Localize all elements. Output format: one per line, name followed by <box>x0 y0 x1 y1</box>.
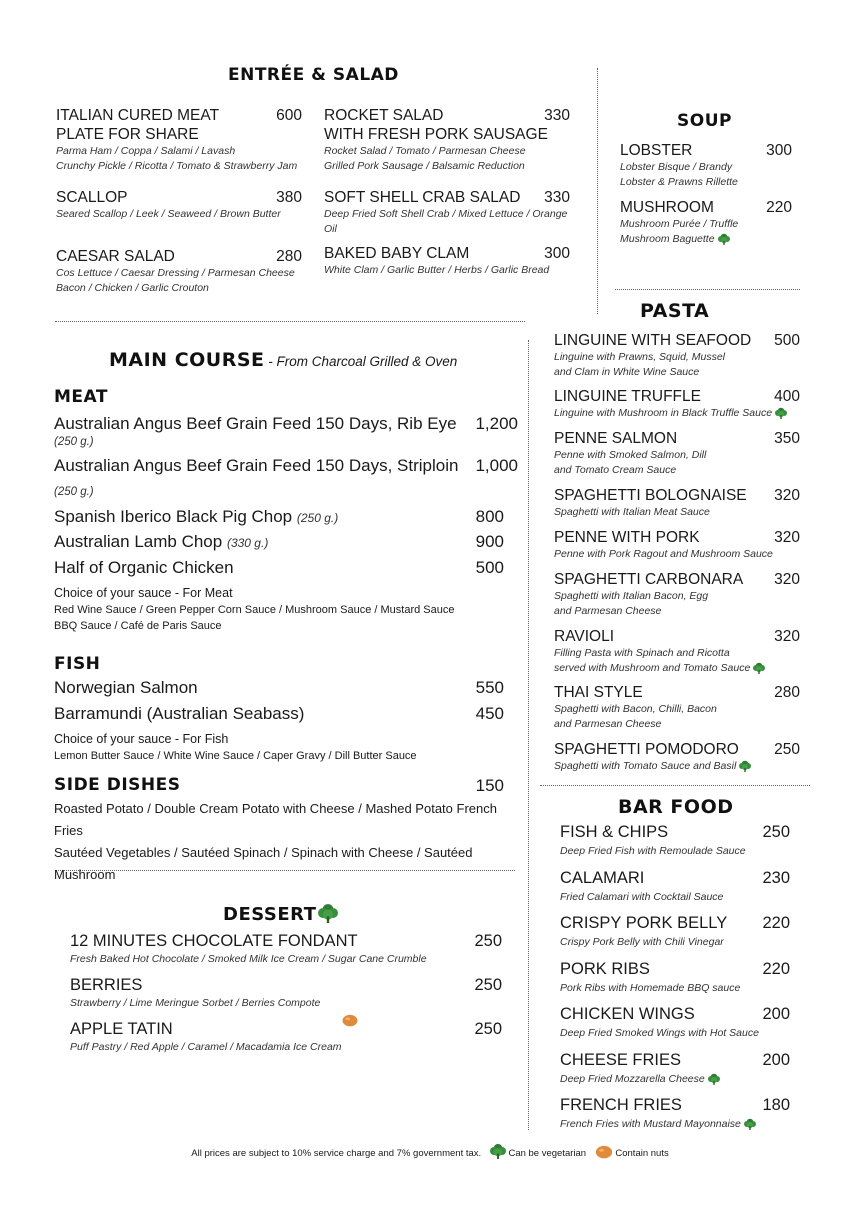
meat-title: MEAT <box>54 387 108 407</box>
item-price: 320 <box>774 571 800 588</box>
item-name: LOBSTER <box>620 142 693 159</box>
item-price: 320 <box>774 529 800 546</box>
soup-item <box>620 198 792 247</box>
item-price: 250 <box>762 823 790 841</box>
meat-sauce-options-line2: BBQ Sauce / Café de Paris Sauce <box>54 620 222 632</box>
item-price: 350 <box>774 430 800 447</box>
item-description: Spaghetti with Bacon, Chilli, Bacon <box>554 703 717 715</box>
item-description: Deep Fried Fish with Remoulade Sauce <box>560 845 746 857</box>
bar-food-item <box>560 1004 790 1041</box>
item-description-line2: Bacon / Chicken / Garlic Crouton <box>56 282 209 294</box>
item-price: 250 <box>474 976 502 994</box>
item-description: Linguine with Prawns, Squid, Mussel <box>554 351 726 363</box>
fish-sauce-options: Lemon Butter Sauce / White Wine Sauce / Caper Gravy / Dill Butter Sauce <box>54 750 417 762</box>
item-weight: (330 g.) <box>226 536 269 550</box>
bar-food-item <box>560 868 790 905</box>
item-name: CHICKEN WINGS <box>560 1005 695 1023</box>
vegetarian-icon <box>739 760 751 772</box>
side-dishes-block <box>54 775 518 886</box>
item-name: APPLE TATIN <box>70 1020 173 1038</box>
side-dishes-options: Roasted Potato / Double Cream Potato with Cheese / Mashed Potato French Fries <box>54 801 497 838</box>
pasta-item <box>554 429 800 478</box>
meat-sauce-block <box>54 585 518 634</box>
pasta-item <box>554 683 800 732</box>
item-description: Deep Fried Smoked Wings with Hot Sauce <box>560 1027 759 1039</box>
pasta-item <box>554 528 800 562</box>
entree-item <box>324 244 570 278</box>
footer <box>0 1143 860 1159</box>
item-price: 800 <box>475 507 504 526</box>
pasta-item <box>554 387 800 421</box>
meat-sauce-title: Choice of your sauce - For Meat <box>54 586 233 600</box>
item-description-line2: and Tomato Cream Sauce <box>554 464 677 476</box>
item-price: 500 <box>475 558 504 577</box>
item-name: CRISPY PORK BELLY <box>560 914 728 932</box>
item-name: PENNE SALMON <box>554 430 678 447</box>
vegetarian-icon <box>318 903 338 923</box>
item-description-line2: Grilled Pork Sausage / Balsamic Reduction <box>324 160 525 172</box>
item-price: 250 <box>474 1020 502 1038</box>
dessert-title: DESSERT <box>223 904 317 925</box>
fish-sauce-title: Choice of your sauce - For Fish <box>54 732 229 746</box>
bar-food-item <box>560 822 790 859</box>
item-price: 200 <box>762 1005 790 1023</box>
item-price: 1,200 <box>475 414 518 433</box>
item-description: Fried Calamari with Cocktail Sauce <box>560 890 724 903</box>
item-name: SPAGHETTI POMODORO <box>554 741 739 758</box>
item-description: Parma Ham / Coppa / Salami / Lavash <box>56 145 236 157</box>
item-name-line2: WITH FRESH PORK SAUSAGE <box>324 126 548 143</box>
bar-food-title: BAR FOOD <box>618 796 734 818</box>
item-name: Barramundi (Australian Seabass) <box>54 704 305 723</box>
item-description: Deep Fried Soft Shell Crab / Mixed Lettuce / Orange Oil <box>324 208 568 235</box>
entree-item <box>56 106 302 174</box>
footer-note: All prices are subject to 10% service charge and 7% government tax. <box>191 1148 482 1159</box>
item-description-line2: and Parmesan Cheese <box>554 718 662 730</box>
fish-sauce-block <box>54 731 518 764</box>
pasta-item <box>554 331 800 380</box>
item-name: Half of Organic Chicken <box>54 558 234 577</box>
item-price: 200 <box>762 1050 790 1069</box>
bar-food-item <box>560 913 790 950</box>
item-name: LINGUINE TRUFFLE <box>554 388 701 405</box>
side-dishes-title: SIDE DISHES <box>54 775 181 795</box>
fish-item <box>54 677 518 699</box>
item-description: Spaghetti with Italian Meat Sauce <box>554 506 710 518</box>
item-description: Lobster Bisque / Brandy <box>620 161 733 173</box>
item-price: 600 <box>276 107 302 124</box>
meat-item <box>54 557 518 579</box>
item-name: SOFT SHELL CRAB SALAD <box>324 189 521 206</box>
main-course-title: MAIN COURSE <box>109 349 265 371</box>
item-name: BERRIES <box>70 976 143 994</box>
item-price: 450 <box>475 704 504 723</box>
item-price: 500 <box>774 332 800 349</box>
item-name: SCALLOP <box>56 189 128 206</box>
item-name: THAI STYLE <box>554 684 643 701</box>
item-name: SPAGHETTI CARBONARA <box>554 571 744 588</box>
divider-pasta-bottom <box>540 785 810 786</box>
item-name: PENNE WITH PORK <box>554 529 700 546</box>
contains-nuts-icon <box>342 1013 358 1027</box>
dessert-item <box>70 975 502 1011</box>
item-description: Filling Pasta with Spinach and Ricotta <box>554 647 730 659</box>
item-description: Penne with Smoked Salmon, Dill <box>554 449 707 461</box>
item-description: Penne with Pork Ragout and Mushroom Sauce <box>554 548 773 560</box>
meat-item <box>54 455 518 500</box>
side-dishes-price: 150 <box>475 776 504 795</box>
item-name: ROCKET SALAD <box>324 107 444 124</box>
dessert-item <box>70 931 502 967</box>
item-name: Australian Angus Beef Grain Feed 150 Days, Striploin <box>54 456 459 475</box>
item-name: Norwegian Salmon <box>54 678 198 697</box>
vegetarian-icon <box>744 1118 756 1130</box>
item-price: 550 <box>475 678 504 697</box>
bar-food-item <box>560 959 790 996</box>
item-weight: (250 g.) <box>54 436 94 448</box>
item-description: Rocket Salad / Tomato / Parmesan Cheese <box>324 145 526 157</box>
item-description: Mushroom Purée / Truffle <box>620 218 739 230</box>
item-description: Deep Fried Mozzarella Cheese <box>560 1072 705 1085</box>
vegetarian-icon <box>753 662 765 674</box>
item-name: Australian Lamb Chop <box>54 532 223 551</box>
entree-item <box>324 106 570 174</box>
entree-item <box>324 188 570 237</box>
pasta-title: PASTA <box>640 300 710 322</box>
footer-nut-label: Contain nuts <box>615 1148 669 1159</box>
item-name: Spanish Iberico Black Pig Chop <box>54 507 293 526</box>
item-weight: (250 g.) <box>296 511 339 525</box>
item-name: CAESAR SALAD <box>56 248 175 265</box>
item-weight: (250 g.) <box>54 486 94 498</box>
item-name: CHEESE FRIES <box>560 1050 682 1069</box>
item-price: 1,000 <box>475 456 518 475</box>
pasta-item <box>554 570 800 619</box>
pasta-item <box>554 740 800 774</box>
item-price: 330 <box>544 189 570 206</box>
vegetarian-icon <box>490 1143 506 1159</box>
item-price: 330 <box>544 107 570 124</box>
item-description-line2: Crunchy Pickle / Ricotta / Tomato & Strawberry Jam <box>56 160 298 172</box>
item-description: Pork Ribs with Homemade BBQ sauce <box>560 981 741 994</box>
item-price: 230 <box>762 868 790 887</box>
side-dishes-options-line2: Sautéed Vegetables / Sautéed Spinach / Spinach with Cheese / Sautéed Mushroom <box>54 845 473 882</box>
item-price: 220 <box>766 199 792 216</box>
bar-food-item <box>560 1095 790 1132</box>
item-name-line2: PLATE FOR SHARE <box>56 126 199 143</box>
dessert-item <box>70 1019 502 1055</box>
item-description: Spaghetti with Tomato Sauce and Basil <box>554 760 737 772</box>
divider-main-vertical <box>528 340 529 1130</box>
item-description: Strawberry / Lime Meringue Sorbet / Berries Compote <box>70 997 321 1009</box>
item-description: Seared Scallop / Leek / Seaweed / Brown Butter <box>56 208 281 220</box>
main-course-subtitle: - From Charcoal Grilled & Oven <box>264 354 458 369</box>
fish-item <box>54 703 518 725</box>
item-description: Linguine with Mushroom in Black Truffle Sauce <box>554 407 773 419</box>
item-description: White Clam / Garlic Butter / Herbs / Garlic Bread <box>324 264 550 276</box>
entree-item <box>56 188 302 222</box>
divider-soup-vertical <box>597 68 598 314</box>
meat-item <box>54 531 518 553</box>
item-price: 900 <box>475 532 504 551</box>
entree-title: ENTRÉE & SALAD <box>228 65 399 85</box>
soup-title: SOUP <box>677 111 732 131</box>
item-name: FRENCH FRIES <box>560 1096 682 1114</box>
item-price: 280 <box>774 684 800 701</box>
item-price: 250 <box>474 932 502 950</box>
item-description: Crispy Pork Belly with Chili Vinegar <box>560 936 724 948</box>
item-name: PORK RIBS <box>560 959 650 978</box>
item-name: 12 MINUTES CHOCOLATE FONDANT <box>70 932 358 950</box>
meat-item <box>54 413 518 450</box>
item-description-line2: and Parmesan Cheese <box>554 605 662 617</box>
vegetarian-icon <box>775 407 787 419</box>
contains-nuts-icon <box>595 1144 613 1159</box>
item-price: 220 <box>762 914 790 932</box>
item-name: FISH & CHIPS <box>560 823 669 841</box>
item-price: 280 <box>276 248 302 265</box>
footer-veg-label: Can be vegetarian <box>508 1148 587 1159</box>
item-description: French Fries with Mustard Mayonnaise <box>560 1118 741 1130</box>
item-name: BAKED BABY CLAM <box>324 245 470 262</box>
entree-item <box>56 247 302 296</box>
item-description: Spaghetti with Italian Bacon, Egg <box>554 590 709 602</box>
soup-item <box>620 141 792 190</box>
bar-food-item <box>560 1050 790 1087</box>
item-name: SPAGHETTI BOLOGNAISE <box>554 487 747 504</box>
item-name: RAVIOLI <box>554 628 615 645</box>
item-name: LINGUINE WITH SEAFOOD <box>554 332 752 349</box>
meat-sauce-options: Red Wine Sauce / Green Pepper Corn Sauce / Mushroom Sauce / Mustard Sauce <box>54 604 455 616</box>
item-price: 320 <box>774 487 800 504</box>
dessert-heading <box>223 903 338 925</box>
vegetarian-icon <box>708 1073 720 1085</box>
meat-item <box>54 506 518 528</box>
item-description: Puff Pastry / Red Apple / Caramel / Macadamia Ice Cream <box>70 1041 342 1053</box>
item-price: 220 <box>762 959 790 978</box>
item-price: 180 <box>762 1096 790 1114</box>
item-name: ITALIAN CURED MEAT <box>56 107 220 124</box>
item-description-line2: Lobster & Prawns Rillette <box>620 176 738 188</box>
item-name: Australian Angus Beef Grain Feed 150 Days, Rib Eye <box>54 414 457 433</box>
item-name: CALAMARI <box>560 868 645 887</box>
divider-soup-bottom <box>615 289 800 290</box>
divider-entree-bottom <box>55 321 525 322</box>
item-description: Cos Lettuce / Caesar Dressing / Parmesan Cheese <box>56 267 295 279</box>
item-description: Fresh Baked Hot Chocolate / Smoked Milk Ice Cream / Sugar Cane Crumble <box>70 953 427 965</box>
vegetarian-icon <box>718 233 730 245</box>
item-price: 300 <box>766 142 792 159</box>
pasta-item <box>554 627 800 676</box>
pasta-item <box>554 486 800 520</box>
item-description-line2: Mushroom Baguette <box>620 233 715 245</box>
fish-title: FISH <box>54 654 101 674</box>
main-course-heading <box>109 349 457 371</box>
item-description-line2: and Clam in White Wine Sauce <box>554 366 700 378</box>
item-price: 320 <box>774 628 800 645</box>
item-price: 400 <box>774 388 800 405</box>
item-price: 250 <box>774 741 800 758</box>
item-name: MUSHROOM <box>620 199 714 216</box>
item-price: 300 <box>544 245 570 262</box>
item-price: 380 <box>276 189 302 206</box>
item-description-line2: served with Mushroom and Tomato Sauce <box>554 662 751 674</box>
